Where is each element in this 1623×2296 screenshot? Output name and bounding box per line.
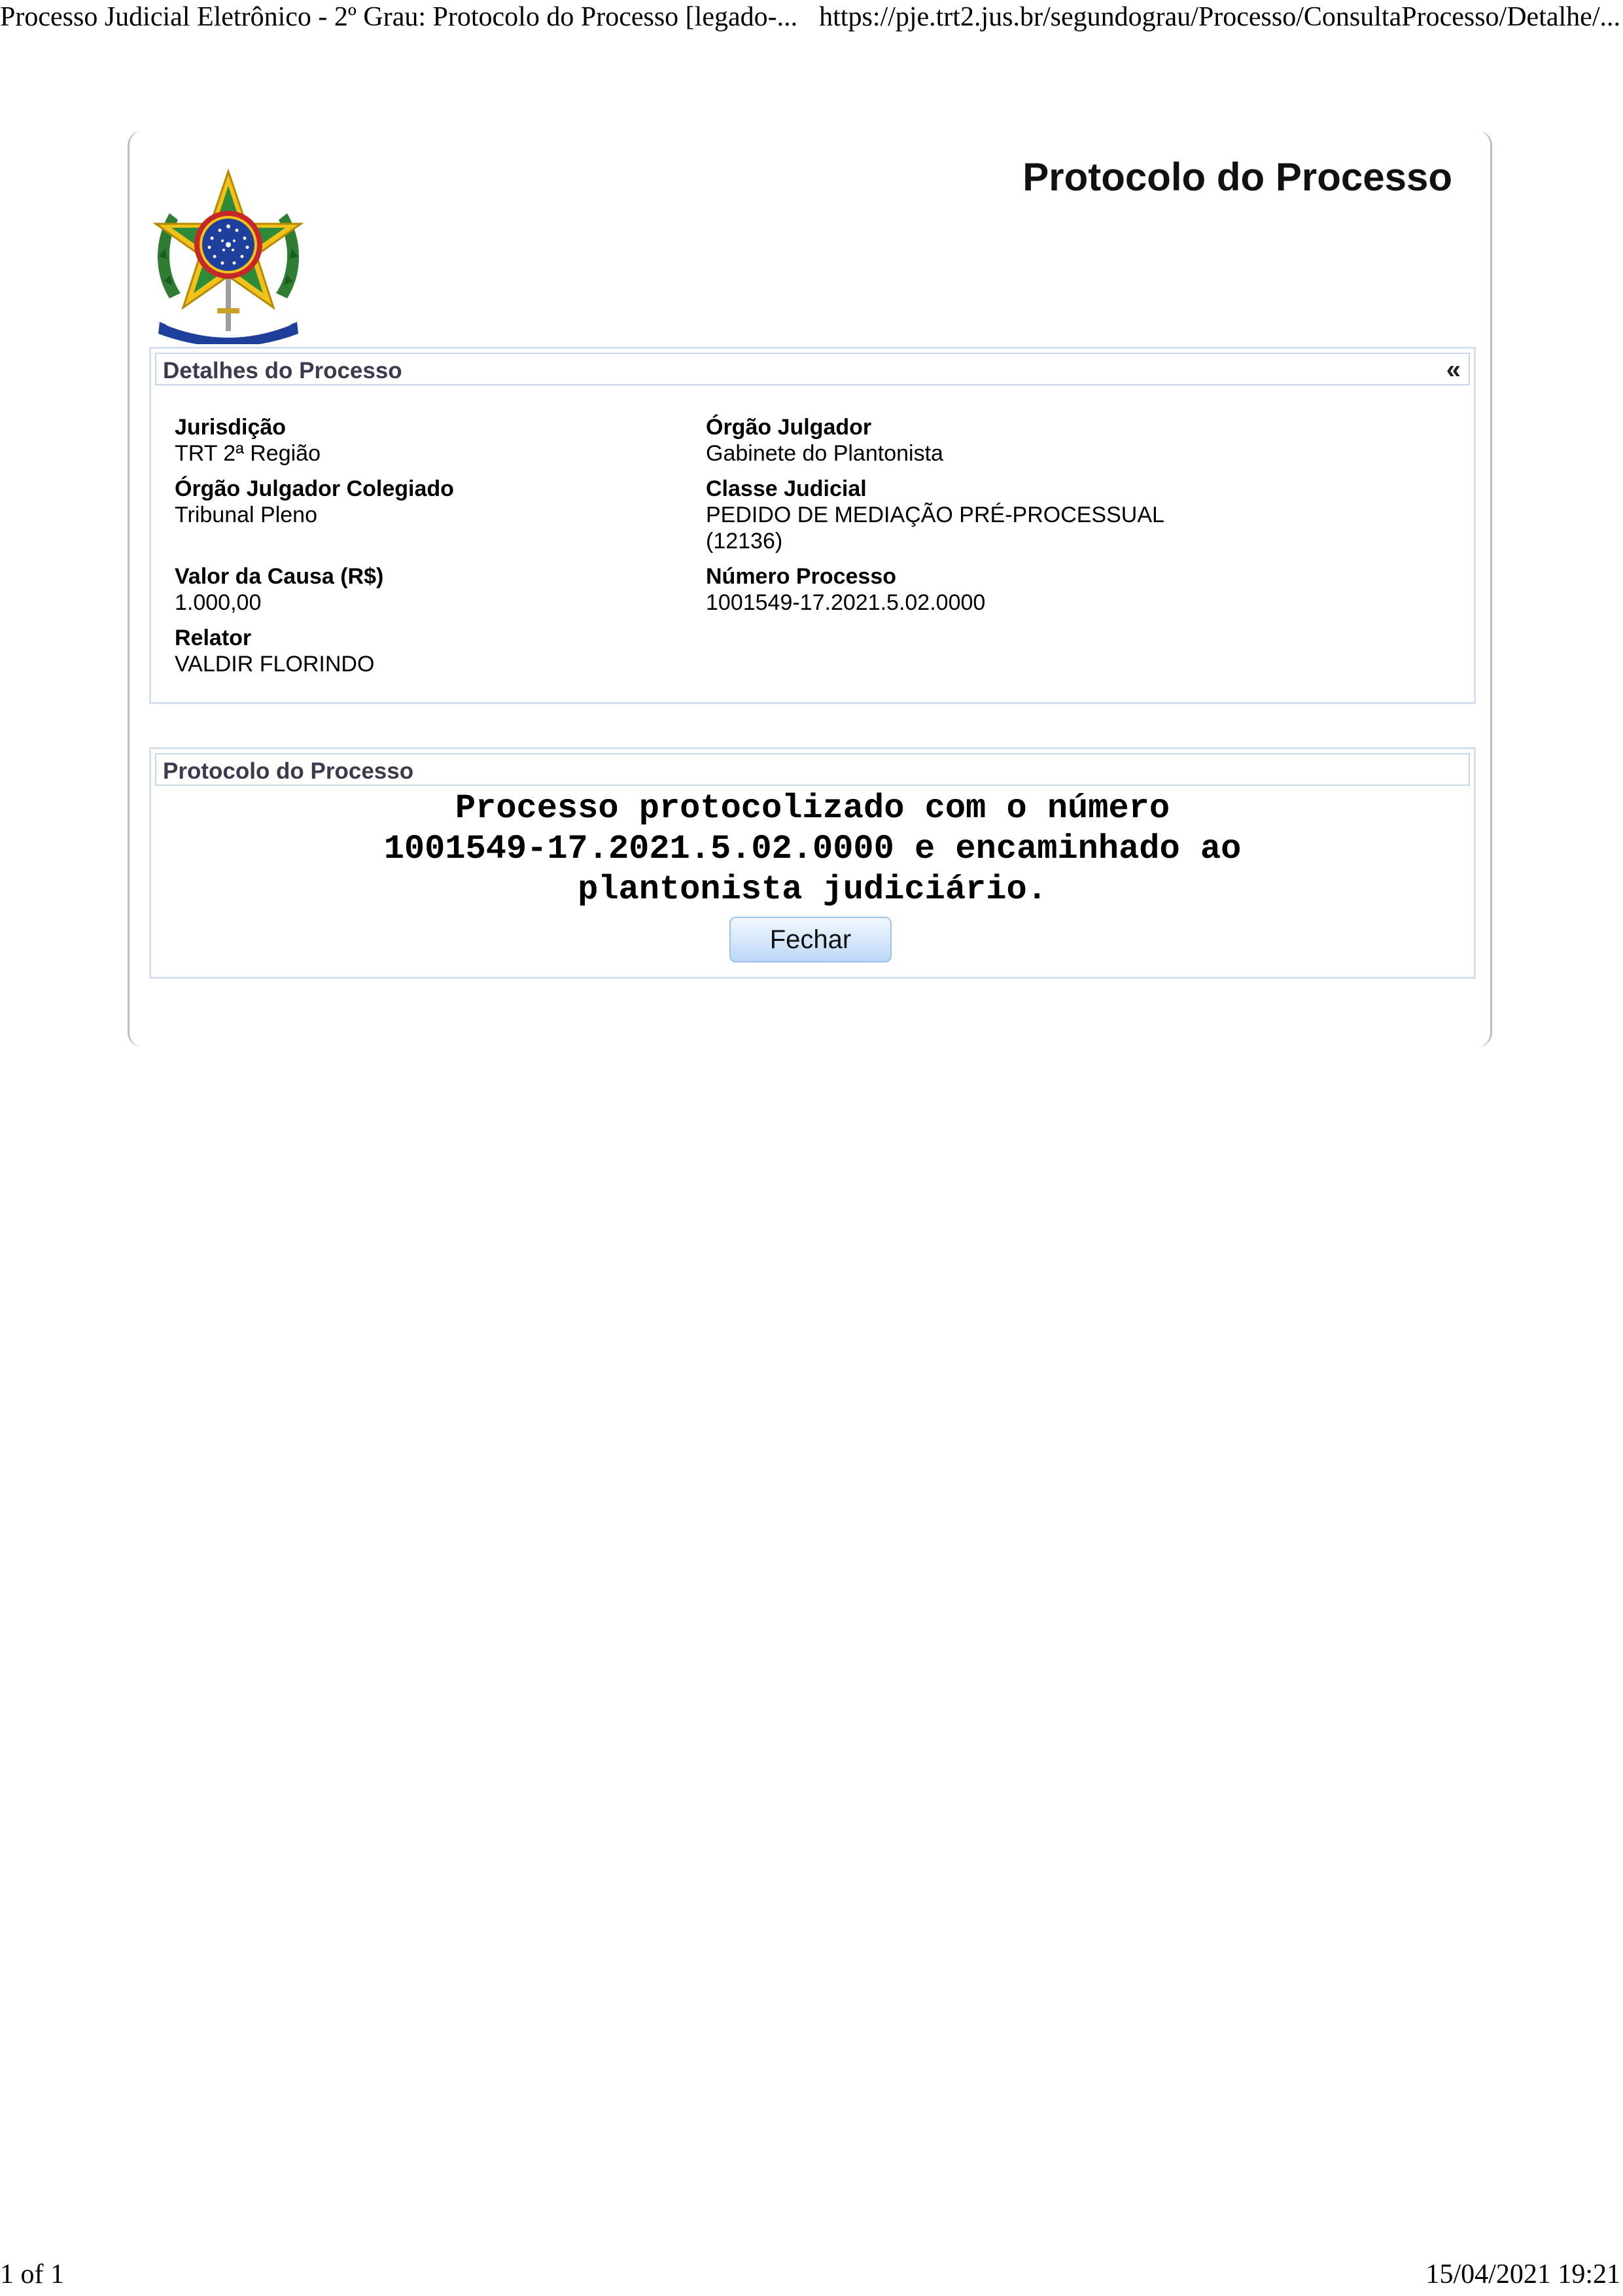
field-value: TRT 2ª Região [175,441,321,466]
protocol-card [128,131,1492,1047]
field-classe-judicial [706,476,1164,554]
field-label: Órgão Julgador Colegiado [175,476,454,501]
message-line: Processo protocolizado com o número [455,789,1170,828]
print-footer [0,2259,1623,2295]
message-line: plantonista judiciário. [578,870,1047,909]
field-orgao-julgador-colegiado [175,476,454,528]
field-value: Tribunal Pleno [175,503,317,527]
field-value: PEDIDO DE MEDIAÇÃO PRÉ-PROCESSUAL [706,503,1164,527]
close-button[interactable]: Fechar [729,917,892,963]
print-page-title: Processo Judicial Eletrônico - 2º Grau: Protocolo do Processo [legado-... [0,2,798,32]
protocol-panel-header [155,753,1470,786]
field-jurisdicao [175,414,321,467]
details-panel-header [155,353,1470,385]
page-title: Protocolo do Processo [1022,155,1452,199]
field-value: Gabinete do Plantonista [706,441,943,466]
field-label: Número Processo [706,564,896,589]
protocol-message [151,788,1474,910]
print-header [0,1,1623,41]
protocol-panel-title: Protocolo do Processo [163,758,414,784]
field-label: Classe Judicial [706,476,867,501]
field-relator [175,625,374,677]
print-datetime: 15/04/2021 19:21 [1425,2259,1620,2289]
field-numero-processo [706,563,985,616]
field-valor-causa [175,563,383,616]
field-value-line2: (12136) [706,529,783,554]
field-value: 1001549-17.2021.5.02.0000 [706,590,986,615]
double-chevron-left-icon[interactable]: « [1446,355,1461,384]
field-label: Jurisdição [175,415,287,440]
details-panel [149,347,1476,704]
print-url: https://pje.trt2.jus.br/segundograu/Processo/ConsultaProcesso/Detalhe/... [819,2,1620,32]
page-count: 1 of 1 [0,2259,64,2289]
message-line: 1001549-17.2021.5.02.0000 e encaminhado ao [383,830,1242,868]
brazil-coat-of-arms-icon [147,168,310,344]
field-label: Órgão Julgador [706,415,872,440]
field-orgao-julgador [706,414,943,467]
field-value: 1.000,00 [175,590,262,615]
field-label: Valor da Causa (R$) [175,564,384,589]
field-label: Relator [175,626,252,650]
protocol-panel [149,747,1476,979]
details-panel-title: Detalhes do Processo [163,358,402,383]
field-value: VALDIR FLORINDO [175,652,375,677]
